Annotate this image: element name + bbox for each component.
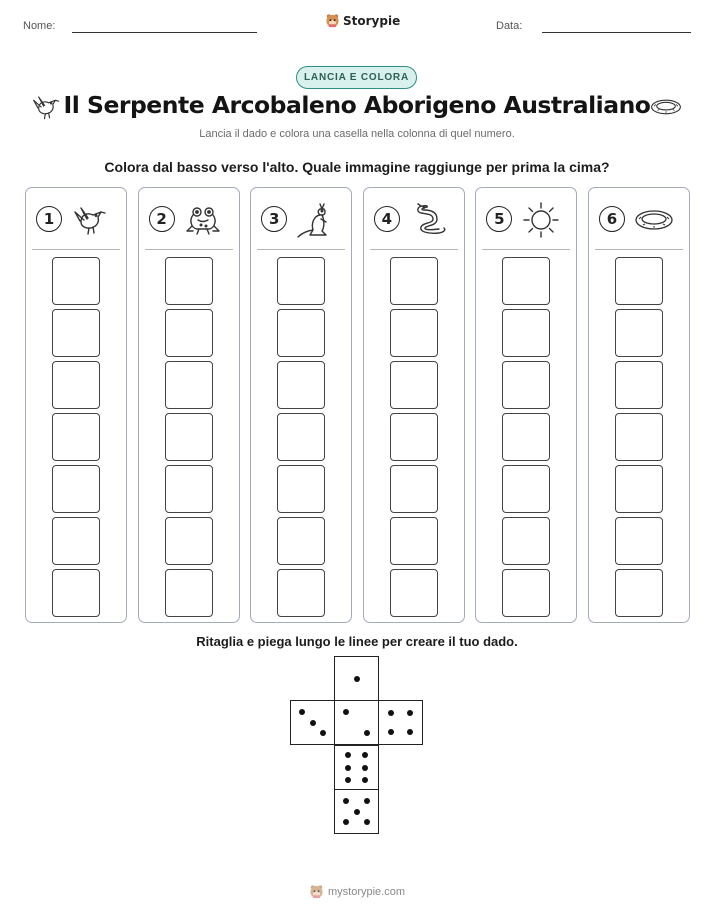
color-box[interactable] [615,517,663,565]
die-pip [310,720,316,726]
color-box[interactable] [277,413,325,461]
column-2 [138,187,240,623]
die-pip [345,765,351,771]
storypie-mascot-icon [325,13,340,28]
die-face-1 [334,656,379,701]
name-label: Nome: [23,20,56,32]
color-box[interactable] [165,517,213,565]
die-face-2 [334,700,379,745]
die-pip [407,710,413,716]
die-pip [364,730,370,736]
color-box[interactable] [277,569,325,617]
color-box[interactable] [615,361,663,409]
color-box[interactable] [615,257,663,305]
color-box[interactable] [52,465,100,513]
die-pip [354,676,360,682]
column-number: 6 [599,206,625,232]
die-pip [362,777,368,783]
column-header [482,188,570,250]
die-pip [320,730,326,736]
die-pip [388,710,394,716]
cut-instruction: Ritaglia e piega lungo le linee per creare il tuo dado. [196,634,518,649]
frog-icon [184,200,224,240]
color-box[interactable] [390,361,438,409]
color-box[interactable] [277,465,325,513]
brand-logo [325,13,400,28]
color-box[interactable] [165,413,213,461]
waterhole-icon [634,200,674,240]
bird-icon [71,200,111,240]
color-box[interactable] [165,569,213,617]
footer [0,884,714,899]
column-header [32,188,120,250]
column-number: 5 [486,206,512,232]
color-box[interactable] [390,517,438,565]
die-pip [364,798,370,804]
date-line [542,32,691,33]
column-1 [25,187,127,623]
color-box[interactable] [277,309,325,357]
color-box[interactable] [390,569,438,617]
color-box[interactable] [52,517,100,565]
column-6 [588,187,690,623]
instruction: Colora dal basso verso l'alto. Quale immagine raggiunge per prima la cima? [104,159,610,175]
column-number: 2 [149,206,175,232]
color-box[interactable] [277,517,325,565]
date-label: Data: [496,20,523,32]
color-box[interactable] [615,569,663,617]
color-box[interactable] [502,413,550,461]
column-4 [363,187,465,623]
die-face-5 [334,789,379,834]
name-line [72,32,257,33]
column-header [257,188,345,250]
color-box[interactable] [502,309,550,357]
column-number: 4 [374,206,400,232]
color-box[interactable] [390,309,438,357]
column-number: 1 [36,206,62,232]
die-pip [299,709,305,715]
color-box[interactable] [502,517,550,565]
color-box[interactable] [52,361,100,409]
page-title: Il Serpente Arcobaleno Aborigeno Australiano [63,91,651,119]
color-box[interactable] [615,309,663,357]
color-box[interactable] [52,309,100,357]
column-5 [475,187,577,623]
color-box[interactable] [165,361,213,409]
color-box[interactable] [165,465,213,513]
footer-url[interactable]: mystorypie.com [327,885,406,898]
color-box[interactable] [502,569,550,617]
die-pip [343,709,349,715]
color-box[interactable] [390,465,438,513]
brand-name: Storypie [343,13,401,28]
column-header [595,188,683,250]
snake-icon [409,200,449,240]
color-box[interactable] [165,309,213,357]
die-face-6 [334,745,379,790]
color-box[interactable] [277,257,325,305]
color-box[interactable] [390,257,438,305]
color-box[interactable] [502,257,550,305]
waterhole-icon [649,96,683,118]
race-columns [25,187,690,623]
die-pip [345,752,351,758]
column-3 [250,187,352,623]
color-box[interactable] [615,413,663,461]
color-box[interactable] [615,465,663,513]
die-face-4 [378,700,423,745]
die-pip [343,798,349,804]
color-box[interactable] [502,465,550,513]
storypie-mascot-icon [309,884,324,899]
column-header [145,188,233,250]
color-box[interactable] [277,361,325,409]
color-box[interactable] [52,569,100,617]
color-box[interactable] [165,257,213,305]
die-pip [362,752,368,758]
die-pip [388,729,394,735]
color-box[interactable] [52,257,100,305]
column-header [370,188,458,250]
die-pip [354,809,360,815]
column-number: 3 [261,206,287,232]
die-face-3 [290,700,335,745]
die-pip [345,777,351,783]
die-pip [362,765,368,771]
die-pip [343,819,349,825]
activity-badge: LANCIA E COLORA [296,66,417,89]
die-pip [364,819,370,825]
color-box[interactable] [390,413,438,461]
subtitle: Lancia il dado e colora una casella nella colonna di quel numero. [199,128,515,140]
color-box[interactable] [502,361,550,409]
color-box[interactable] [52,413,100,461]
kangaroo-icon [296,200,336,240]
die-pip [407,729,413,735]
sun-icon [521,200,561,240]
